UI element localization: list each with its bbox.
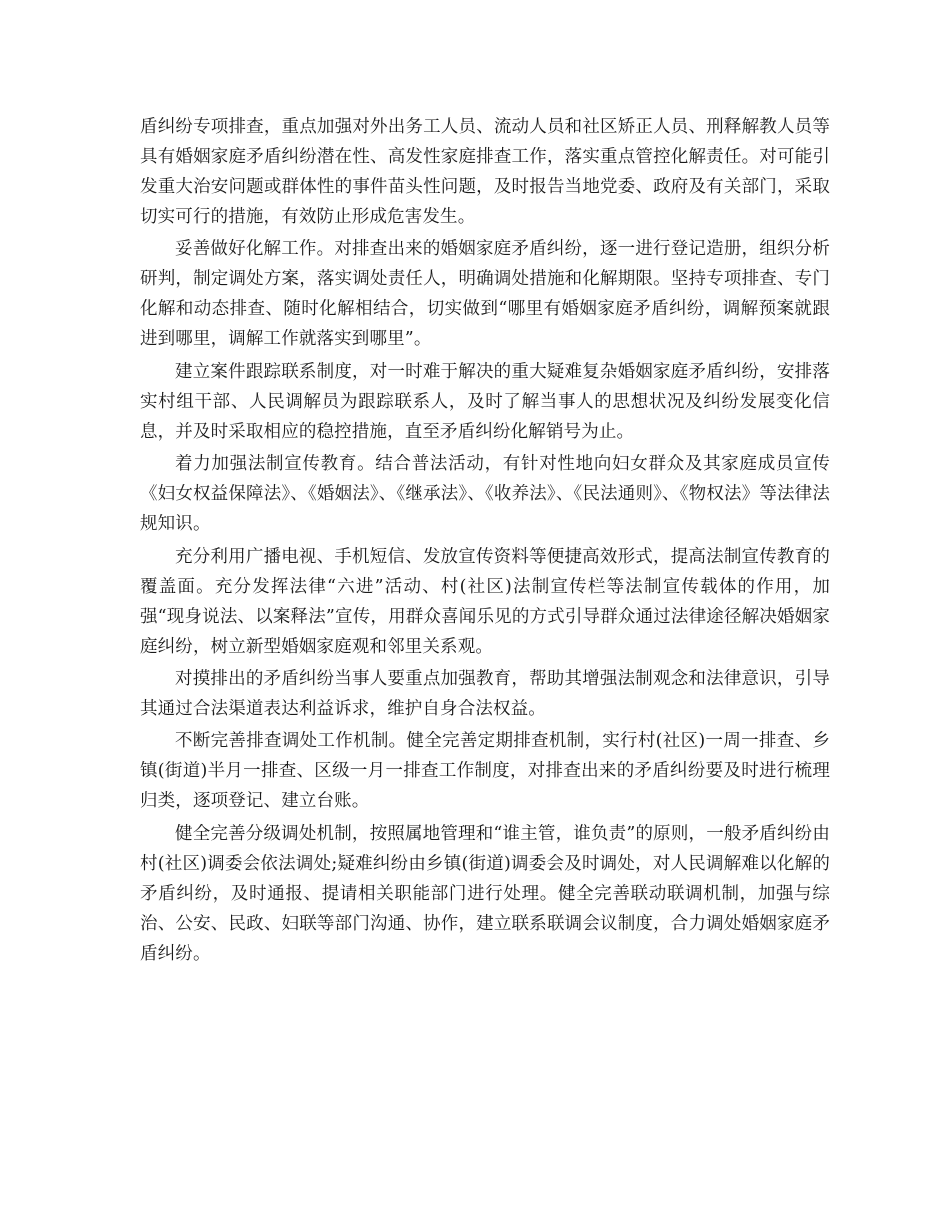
paragraph-3: 建立案件跟踪联系制度，对一时难于解决的重大疑难复杂婚姻家庭矛盾纠纷，安排落实村组干部、人民调解员为跟踪联系人，及时了解当事人的思想状况及纠纷发展变化信息，并及时采取相应的稳控措施，直至矛盾纠纷化解销号为止。 bbox=[140, 361, 830, 442]
paragraph-7: 不断完善排查调处工作机制。健全完善定期排查机制，实行村(社区)一周一排查、乡镇(街道)半月一排查、区级一月一排查工作制度，对排查出来的矛盾纠纷要及时进行梳理归类，逐项登记、建立台账。 bbox=[140, 731, 830, 812]
paragraph-1: 盾纠纷专项排查，重点加强对外出务工人员、流动人员和社区矫正人员、刑释解教人员等具有婚姻家庭矛盾纠纷潜在性、高发性家庭排查工作，落实重点管控化解责任。对可能引发重大治安问题或群体性的事件苗头性问题，及时报告当地党委、政府及有关部门，采取切实可行的措施，有效防止形成危害发生。 bbox=[140, 117, 830, 227]
paragraph-5: 充分利用广播电视、手机短信、发放宣传资料等便捷高效形式，提高法制宣传教育的覆盖面。充分发挥法律“六进”活动、村(社区)法制宣传栏等法制宣传载体的作用，加强“现身说法、以案释法”宣传，用群众喜闻乐见的方式引导群众通过法律途径解决婚姻家庭纠纷，树立新型婚姻家庭观和邻里关系观。 bbox=[140, 546, 830, 657]
paragraph-4: 着力加强法制宣传教育。结合普法活动，有针对性地向妇女群众及其家庭成员宣传《妇女权益保障法》、《婚姻法》、《继承法》、《收养法》、《民法通则》、《物权法》等法律法规知识。 bbox=[140, 454, 830, 535]
document-body bbox=[140, 112, 830, 971]
paragraph-8: 健全完善分级调处机制，按照属地管理和“谁主管，谁负责”的原则，一般矛盾纠纷由村(社区)调委会依法调处;疑难纠纷由乡镇(街道)调委会及时调处，对人民调解难以化解的矛盾纠纷，及时通报、提请相关职能部门进行处理。健全完善联动联调机制，加强与综治、公安、民政、妇联等部门沟通、协作，建立联系联调会议制度，合力调处婚姻家庭矛盾纠纷。 bbox=[140, 823, 830, 964]
paragraph-6: 对摸排出的矛盾纠纷当事人要重点加强教育，帮助其增强法制观念和法律意识，引导其通过合法渠道表达利益诉求，维护自身合法权益。 bbox=[140, 668, 830, 719]
paragraph-2: 妥善做好化解工作。对排查出来的婚姻家庭矛盾纠纷，逐一进行登记造册，组织分析研判，制定调处方案，落实调处责任人，明确调处措施和化解期限。坚持专项排查、专门化解和动态排查、随时化解相结合，切实做到“哪里有婚姻家庭矛盾纠纷，调解预案就跟进到哪里，调解工作就落实到哪里”。 bbox=[140, 239, 830, 350]
